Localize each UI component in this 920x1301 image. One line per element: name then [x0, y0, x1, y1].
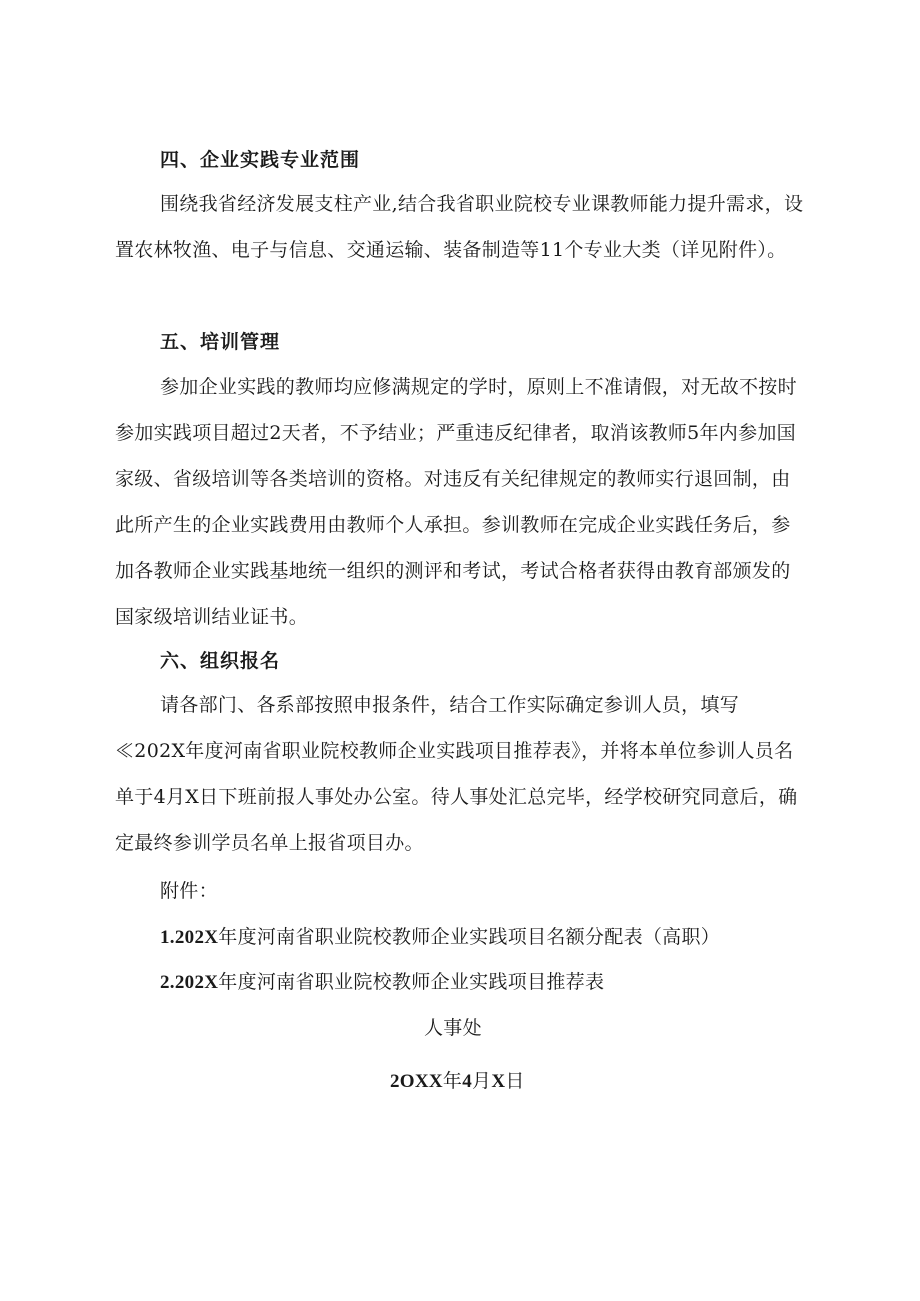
date-year: 2OXX — [390, 1071, 443, 1092]
attachment-item-2-number: 2.202X — [160, 972, 219, 993]
attachment-item-1[interactable] — [160, 922, 720, 953]
date-day: X — [491, 1071, 506, 1092]
section-6-paragraph: 请各部门、各系部按照申报条件，结合工作实际确定参训人员，填写≪202X年度河南省职业院校教师企业实践项目推荐表》，并将本单位参训人员名单于4月X日下班前报人事处办公室。待人事处汇总完毕，经学校研究同意后，确定最终参训学员名单上报省项目办。 — [115, 694, 798, 854]
date-month: 4 — [462, 1071, 473, 1092]
signature-date — [390, 1066, 525, 1097]
signature-org: 人事处 — [424, 1017, 482, 1039]
section-heading-4: 四、企业实践专业范围 — [160, 149, 361, 171]
attachment-item-1-text: 年度河南省职业院校教师企业实践项目名额分配表（高职） — [218, 926, 721, 948]
date-day-char: 日 — [505, 1070, 525, 1092]
attachment-item-2[interactable] — [160, 967, 604, 998]
section-heading-6: 六、组织报名 — [160, 650, 281, 672]
attachment-item-2-text: 年度河南省职业院校教师企业实践项目推荐表 — [218, 971, 605, 993]
date-month-char: 月 — [472, 1070, 492, 1092]
section-5-paragraph: 参加企业实践的教师均应修满规定的学时，原则上不准请假，对无故不按时参加实践项目超过2天者，不予结业；严重违反纪律者，取消该教师5年内参加国家级、省级培训等各类培训的资格。对违反有关纪律规定的教师实行退回制，由此所产生的企业实践费用由教师个人承担。参训教师在完成企业实践任务后，参加各教师企业实践基地统一组织的测评和考试，考试合格者获得由教育部颁发的国家级培训结业证书。 — [115, 376, 797, 628]
attachment-item-1-number: 1.202X — [160, 927, 219, 948]
section-4-paragraph: 围绕我省经济发展支柱产业,结合我省职业院校专业课教师能力提升需求，设置农林牧渔、电子与信息、交通运输、装备制造等11个专业大类（详见附件）。 — [115, 193, 804, 261]
date-year-char: 年 — [442, 1070, 463, 1092]
attachments-label: 附件： — [160, 880, 218, 902]
section-heading-5: 五、培训管理 — [160, 331, 281, 353]
